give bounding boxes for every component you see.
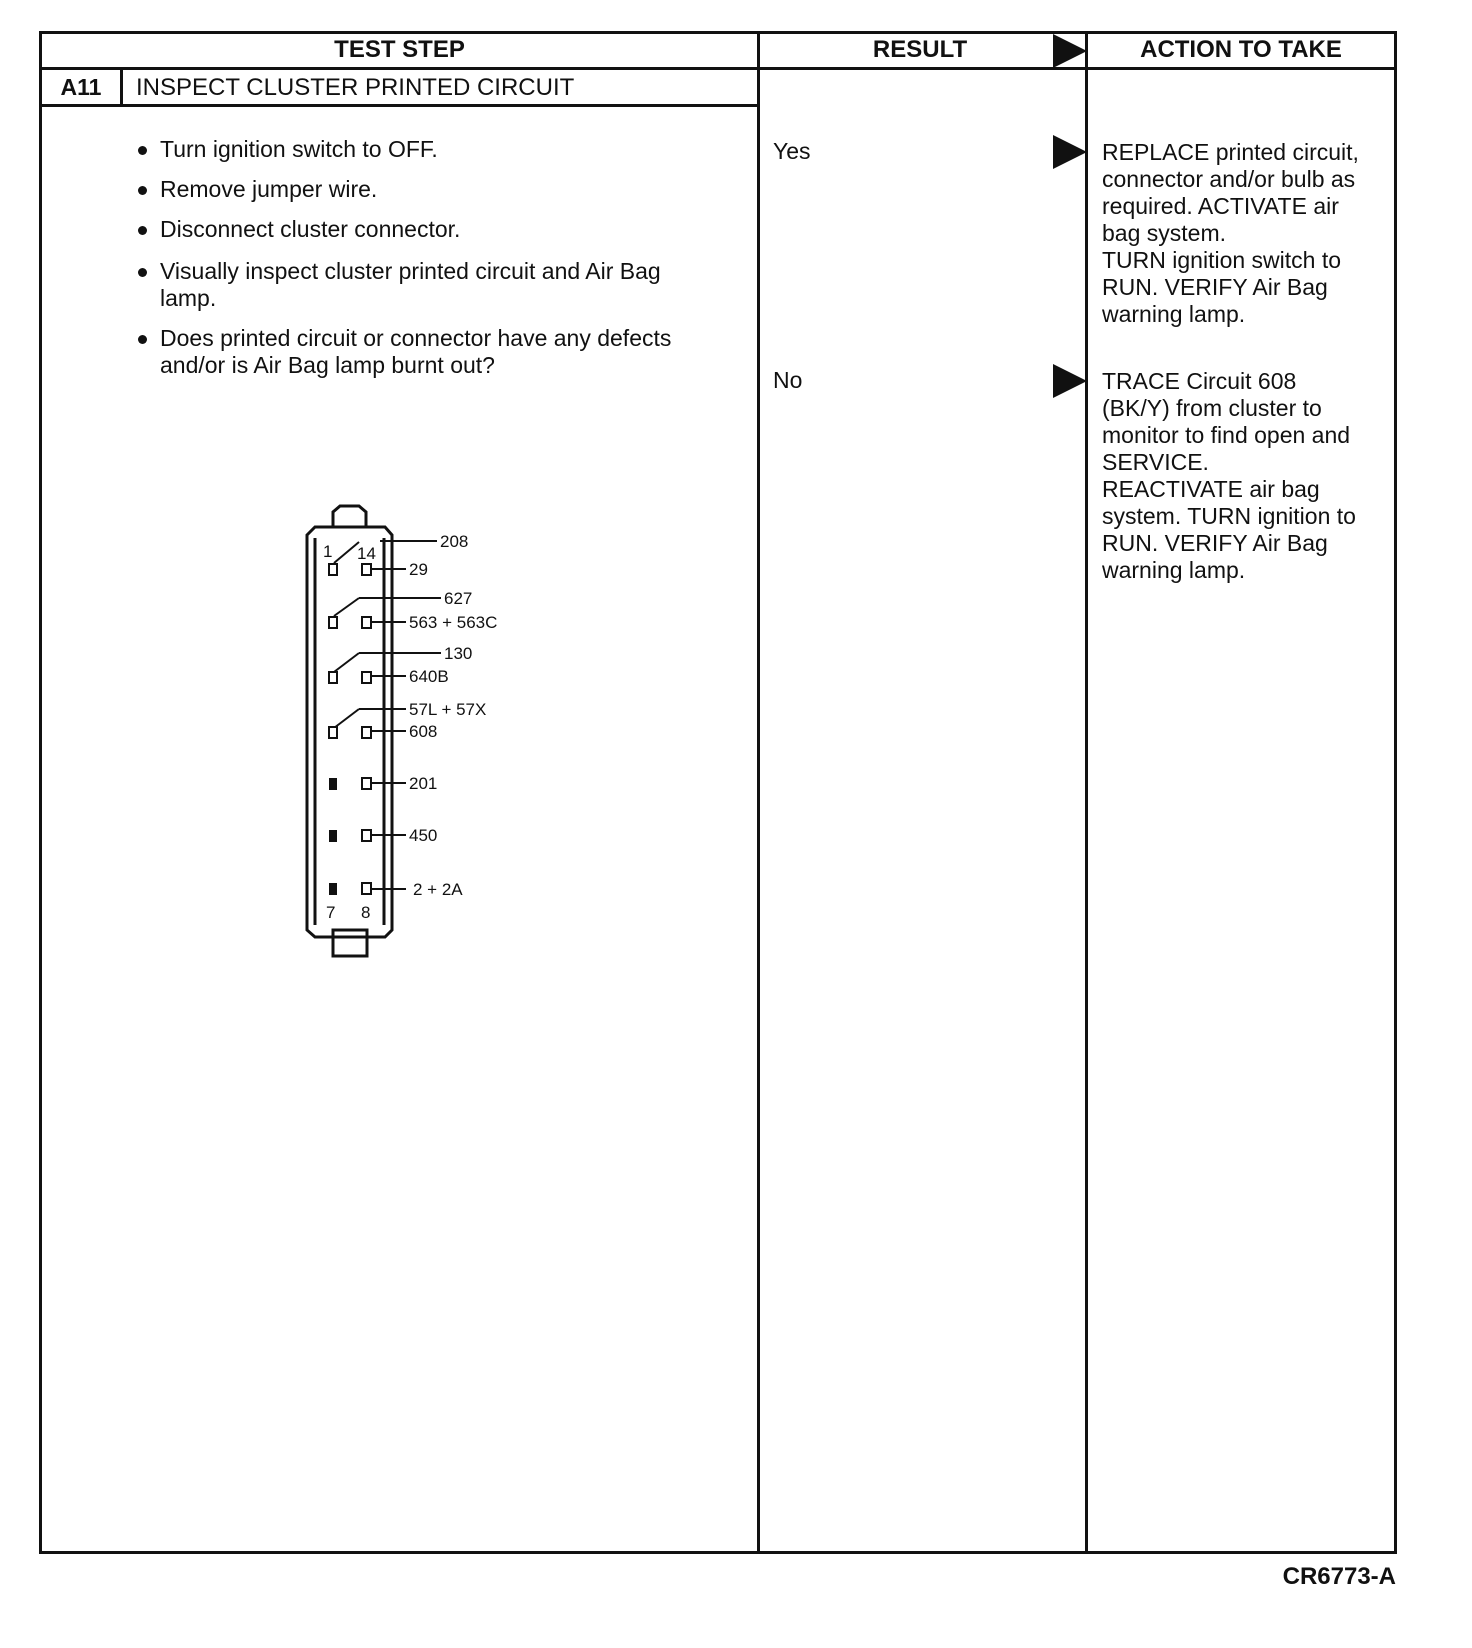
bullet-icon: [138, 186, 147, 195]
pin-label-14: 14: [357, 544, 376, 563]
instruction-text: Turn ignition switch to OFF.: [160, 136, 438, 162]
bullet-icon: [138, 146, 147, 155]
circuit-label-208: 208: [440, 532, 469, 551]
header-divider: [39, 67, 1397, 70]
circuit-label-450: 450: [409, 826, 438, 845]
pin-label-8: 8: [361, 903, 371, 922]
circuit-label-201: 201: [409, 774, 438, 793]
action-line: REACTIVATE air bag: [1102, 476, 1320, 502]
header-test-step: TEST STEP: [334, 36, 465, 63]
instruction-item: [138, 258, 738, 312]
action-line: warning lamp.: [1102, 557, 1246, 583]
result-no: No: [773, 367, 803, 393]
instruction-item: [138, 216, 738, 243]
no-arrow-icon: [1053, 364, 1087, 398]
action-yes: [1102, 139, 1392, 328]
instruction-item: [138, 136, 738, 163]
instruction-text: lamp.: [160, 285, 217, 311]
instruction-text: Visually inspect cluster printed circuit and Air Bag: [160, 258, 661, 284]
action-line: connector and/or bulb as: [1102, 166, 1356, 192]
figure-code: CR6773-A: [1282, 1563, 1396, 1590]
step-title-divider: [39, 104, 759, 107]
action-line: REPLACE printed circuit,: [1102, 139, 1359, 165]
action-line: RUN. VERIFY Air Bag: [1102, 274, 1328, 300]
header-arrow-icon: [1053, 34, 1087, 68]
step-id: A11: [60, 74, 102, 100]
action-line: system. TURN ignition to: [1102, 503, 1356, 529]
action-line: required. ACTIVATE air: [1102, 193, 1339, 219]
action-line: SERVICE.: [1102, 449, 1209, 475]
yes-arrow-icon: [1053, 135, 1087, 169]
action-line: TRACE Circuit 608: [1102, 368, 1297, 394]
bullet-icon: [138, 268, 147, 277]
action-line: monitor to find open and: [1102, 422, 1351, 448]
action-line: warning lamp.: [1102, 301, 1246, 327]
instruction-text: Does printed circuit or connector have any defects: [160, 325, 672, 351]
instruction-item: [138, 176, 738, 203]
step-title: INSPECT CLUSTER PRINTED CIRCUIT: [136, 74, 575, 101]
instruction-text: Disconnect cluster connector.: [160, 216, 461, 242]
circuit-label-608: 608: [409, 722, 438, 741]
circuit-label-627: 627: [444, 589, 473, 608]
action-line: bag system.: [1102, 220, 1226, 246]
bullet-icon: [138, 335, 147, 344]
instruction-text: and/or is Air Bag lamp burnt out?: [160, 352, 495, 378]
instruction-text: Remove jumper wire.: [160, 176, 378, 202]
circuit-label-57: 57L + 57X: [409, 700, 487, 719]
circuit-label-130: 130: [444, 644, 473, 663]
header-result: RESULT: [872, 36, 968, 63]
action-line: RUN. VERIFY Air Bag: [1102, 530, 1328, 556]
circuit-label-640b: 640B: [409, 667, 449, 686]
column-divider-result: [757, 31, 760, 1554]
result-yes: Yes: [773, 138, 811, 164]
step-id-divider: [120, 67, 123, 106]
instruction-item: [138, 325, 738, 379]
bullet-icon: [138, 226, 147, 235]
cluster-connector-diagram: [290, 490, 550, 970]
header-action-to-take: ACTION TO TAKE: [1140, 36, 1342, 63]
action-line: (BK/Y) from cluster to: [1102, 395, 1322, 421]
circuit-label-563: 563 + 563C: [409, 613, 498, 632]
pin-label-7: 7: [326, 903, 336, 922]
pin-label-1: 1: [323, 542, 333, 561]
action-line: TURN ignition switch to: [1102, 247, 1342, 273]
circuit-label-2: 2 + 2A: [413, 880, 463, 899]
circuit-label-29: 29: [409, 560, 428, 579]
column-divider-action: [1085, 31, 1088, 1554]
action-no: [1102, 368, 1392, 584]
